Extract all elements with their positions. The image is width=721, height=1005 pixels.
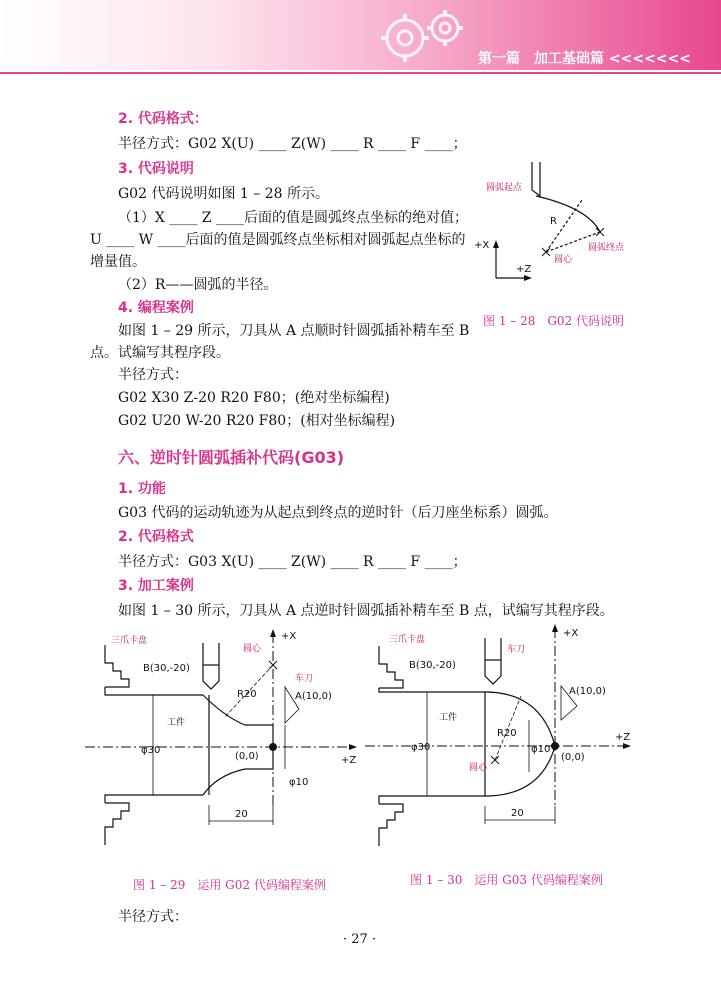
fig29-dim20: 20 [235, 809, 248, 820]
fig30-x: +X [563, 628, 579, 639]
fig30-origin: (0,0) [561, 752, 585, 763]
figure-1-28 [470, 160, 640, 300]
heading-function: 1. 功能 [118, 481, 166, 497]
heading-code-format-2: 2. 代码格式 [118, 529, 194, 545]
fig30-a-point: A(10,0) [569, 686, 606, 697]
fig30-dia30: φ30 [411, 742, 431, 753]
fig28-start-label: 圆弧起点 [486, 183, 523, 193]
fig29-a-point: A(10,0) [295, 691, 332, 702]
heading-code-explain: 3. 代码说明 [118, 161, 194, 177]
fig30-b-point: B(30,-20) [409, 660, 456, 671]
code-line: G02 X30 Z-20 R20 F80；(绝对坐标编程) [118, 390, 390, 406]
explain-line: 增量值。 [90, 254, 146, 270]
format-line: 半径方式：G02 X(U) ____ Z(W) ____ R ____ F ____； [118, 136, 467, 152]
heading-machining-case: 3. 加工案例 [118, 578, 194, 594]
function-line: G03 代码的运动轨迹为从起点到终点的逆时针（后刀座坐标系）圆弧。 [118, 505, 558, 521]
fig30-center: 圆心 [469, 763, 488, 773]
fig29-b-point: B(30,-20) [143, 663, 190, 674]
fig30-caption: 图 1 – 30 运用 G03 代码编程案例 [410, 873, 603, 887]
fig28-r-label: R [550, 216, 557, 227]
fig29-work: 工件 [167, 718, 186, 728]
fig29-tool: 车刀 [295, 674, 314, 684]
case-line: 如图 1 – 29 所示，刀具从 A 点顺时针圆弧插补精车至 B [118, 323, 470, 339]
code-line: G02 U20 W-20 R20 F80；(相对坐标编程) [118, 413, 396, 429]
format-line-2: 半径方式：G03 X(U) ____ Z(W) ____ R ____ F ____； [118, 554, 467, 570]
fig29-z: +Z [341, 755, 357, 766]
heading-code-format: 2. 代码格式： [118, 111, 208, 127]
fig30-z: +Z [615, 732, 631, 743]
fig28-center-label: 圆心 [554, 255, 573, 265]
gear-decoration-icon [360, 0, 480, 70]
heading-programming-case: 4. 编程案例 [118, 300, 194, 316]
header-rule [0, 72, 721, 74]
case-line: 点。试编写其程序段。 [90, 345, 230, 361]
explain-line: （1）X ____ Z ____后面的值是圆弧终点坐标的绝对值； [118, 210, 468, 226]
fig29-r: R20 [237, 689, 257, 700]
explain-line: （2）R——圆弧的半径。 [118, 277, 278, 293]
fig29-origin: (0,0) [235, 751, 259, 762]
fig30-dia10: φ10 [531, 744, 551, 755]
fig30-chuck: 三爪卡盘 [389, 635, 426, 645]
fig28-z-label: +Z [516, 264, 532, 275]
fig28-caption: 图 1 – 28 G02 代码说明 [483, 314, 625, 328]
last-line: 半径方式： [118, 909, 188, 925]
explain-line: U ____ W ____后面的值是圆弧终点坐标相对圆弧起点坐标的 [90, 232, 466, 248]
section-heading-g03: 六、逆时针圆弧插补代码(G03) [118, 448, 345, 467]
fig28-x-label: +X [474, 240, 490, 251]
fig29-dia10: φ10 [289, 777, 309, 788]
fig30-work: 工件 [439, 713, 458, 723]
figure-1-30 [365, 620, 655, 860]
fig29-dia30: φ30 [141, 745, 161, 756]
figure-1-29 [85, 625, 370, 865]
case-line: 半径方式： [118, 367, 188, 383]
fig29-center: 圆心 [243, 644, 262, 654]
section-title: 第一篇 加工基础篇 <<<<<<< [478, 51, 691, 67]
fig28-end-label: 圆弧终点 [588, 243, 625, 253]
fig29-chuck: 三爪卡盘 [111, 636, 148, 646]
page-number: · 27 · [343, 932, 377, 947]
fig30-dim20: 20 [511, 808, 524, 819]
explain-line: G02 代码说明如图 1 – 28 所示。 [118, 186, 329, 202]
fig30-r: R20 [497, 728, 517, 739]
fig30-tool: 车刀 [507, 645, 526, 655]
fig29-caption: 图 1 – 29 运用 G02 代码编程案例 [133, 878, 326, 892]
fig29-x: +X [281, 631, 297, 642]
case2-line: 如图 1 – 30 所示，刀具从 A 点逆时针圆弧插补精车至 B 点，试编写其程序段。 [118, 603, 614, 619]
